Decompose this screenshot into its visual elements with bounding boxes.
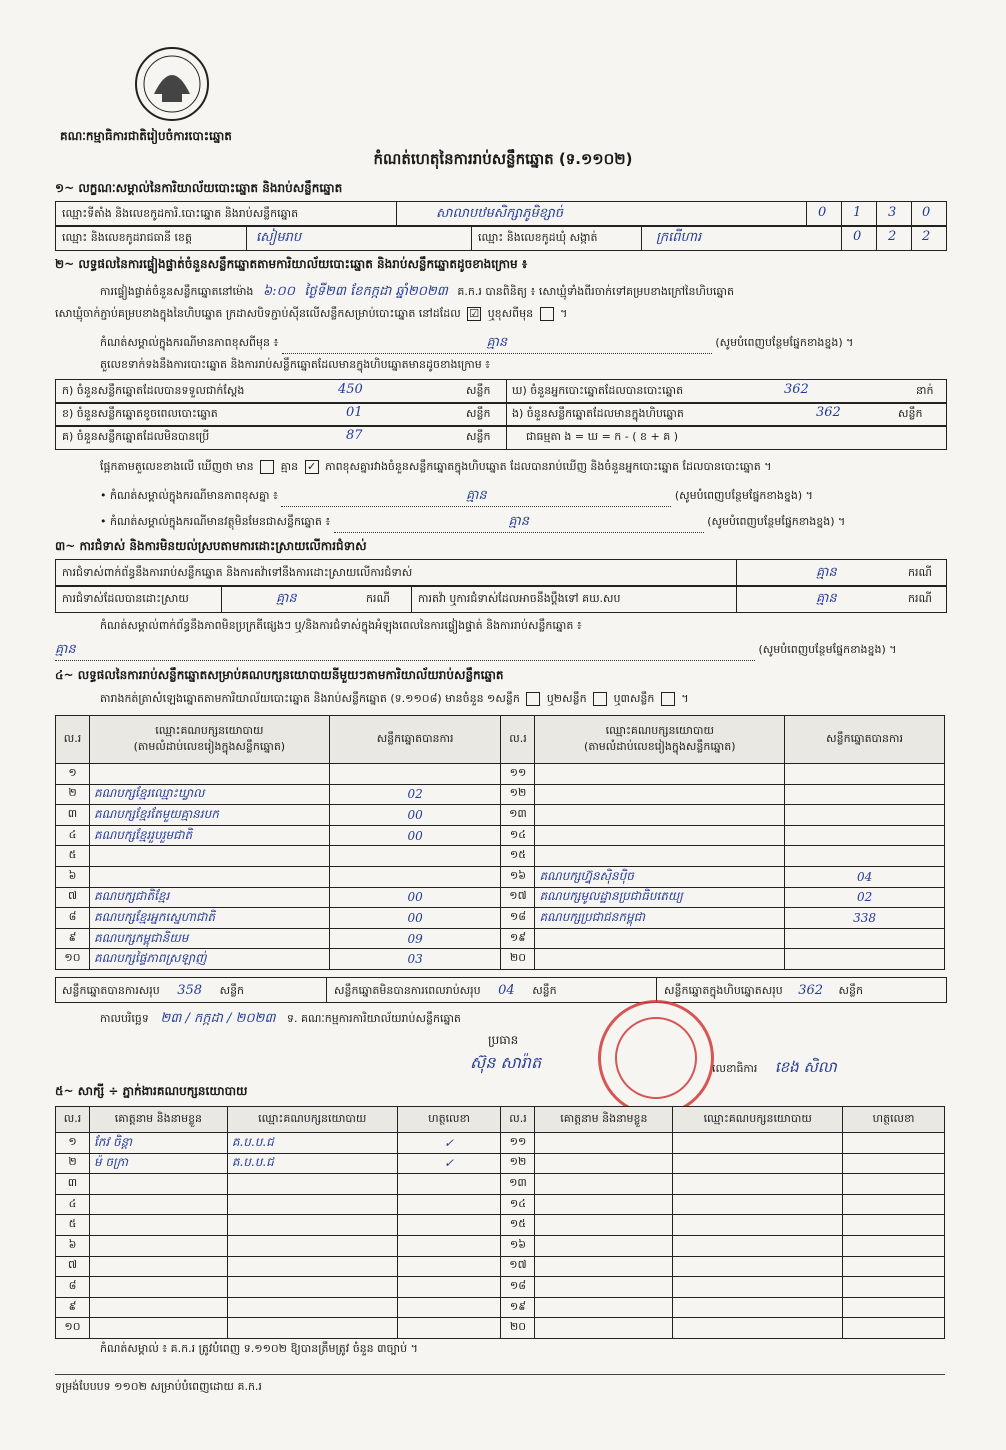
- table-row: [56, 1194, 945, 1215]
- row-no: ១៨: [501, 908, 535, 929]
- witness-party: [227, 1318, 397, 1339]
- commune-label: ឈ្មោះ និងលេខកូដឃុំ សង្កាត់: [478, 231, 598, 244]
- party-name: គណបក្សខ្មែរតែមួយគ្មានរបក: [89, 805, 329, 826]
- party-name: គណបក្សខ្មែរអ្នកស្នេហាជាតិ: [89, 908, 329, 929]
- witness-signature: [843, 1174, 945, 1195]
- witness-party: គ.ប.ប.ជ: [227, 1133, 397, 1154]
- secretary-line: លេខាធិការ ខេង សិលា: [712, 1058, 837, 1076]
- witness-signature: ✓: [397, 1153, 501, 1174]
- compare-line: ផ្អែកតាមតួលេខខាងលើ ឃើញថា មាន គ្មាន ✓ ភាពខុសគ្នារវាងចំនួនសន្លឹកឆ្នោតក្នុងហិបឆ្នោត ដែលបានរាប់ឃើញ និងចំនួនអ្នកបោះឆ្នោត ដែលបានបោះឆ្នោត ។: [100, 460, 772, 473]
- witness-name: [535, 1174, 673, 1195]
- witness-party: [227, 1297, 397, 1318]
- row-no: ៤: [56, 1194, 90, 1215]
- row-no: ១៤: [501, 825, 535, 846]
- location-code-4: 0: [922, 205, 931, 220]
- party-votes: 02: [329, 784, 501, 805]
- total-in-box: 362: [798, 983, 824, 998]
- commune-code-3: 2: [922, 229, 931, 244]
- table-row: [56, 1256, 945, 1277]
- party-name: [535, 949, 785, 970]
- resolved-count: គ្មាន: [276, 591, 297, 606]
- witness-signature: ✓: [397, 1133, 501, 1154]
- party-votes: [329, 846, 501, 867]
- party-name: គណបក្សមូលដ្ឋានប្រជាធិបតេយ្យ: [535, 887, 785, 908]
- party-name: [535, 784, 785, 805]
- party-name: គណបក្សខ្មែររួបរួមជាតិ: [89, 825, 329, 846]
- three-sheets-checkbox[interactable]: [661, 692, 675, 706]
- row-no: ១៦: [501, 866, 535, 887]
- row-no: ៥: [56, 846, 90, 867]
- form-title: កំណត់ហេតុនៃការរាប់សន្លឹកឆ្នោត (ទ.១១០២): [373, 150, 633, 168]
- table-row: [56, 1297, 945, 1318]
- party-votes: [785, 928, 945, 949]
- table-row: [56, 949, 945, 970]
- row-no: ១៧: [501, 887, 535, 908]
- row-no: ៦: [56, 1235, 90, 1256]
- witness-party: [673, 1215, 843, 1236]
- party-name: គណបក្សប្រជាជនកម្ពុជា: [535, 908, 785, 929]
- party-name: គណបក្សកម្ពុជានិយម: [89, 928, 329, 949]
- table-row: [56, 928, 945, 949]
- table-row: [56, 1133, 945, 1154]
- commune-value: ក្រពើហារ: [656, 230, 702, 245]
- figures-row-a: ក) ចំនួនសន្លឹកឆ្នោតដែលបានទទួលជាក់ស្តែង 450 សន្លឹក ឃ) ចំនួនអ្នកបោះឆ្នោតដែលបានបោះឆ្នោត 362 នាក់: [55, 379, 947, 404]
- witness-party: [673, 1194, 843, 1215]
- witness-signature: [843, 1215, 945, 1236]
- table-row: [56, 784, 945, 805]
- party-votes: [329, 866, 501, 887]
- witness-table: ល.រ គោត្តនាម និងនាមខ្លួន ឈ្មោះគណបក្សនយោបាយ ហត្ថលេខា ល.រ គោត្តនាម និងនាមខ្លួន ឈ្មោះគណបក្សនយោបាយ ហត្ថលេខា ១ កែវ ចិន្តា គ.ប.ប.ជ ✓ ១១ ២ ម៉ ចក្រា គ.ប.ប.ជ ✓ ១២ ៣ ១៣ ៤ ១៤ ៥ ១៥ ៦ ១៦ ៧ ១៧ ៨ ១៨ ៩ ១៩ ១០ ២០: [55, 1106, 945, 1339]
- party-votes: 03: [329, 949, 501, 970]
- location-code-3: 3: [888, 205, 897, 220]
- chair-label: ប្រធាន: [488, 1033, 519, 1047]
- secretary-signature: ខេង សិលា: [774, 1058, 837, 1076]
- witness-party: [673, 1133, 843, 1154]
- received-sheets: 450: [338, 382, 363, 397]
- party-name: គណបក្សខ្មែរឈ្មោះឃ្វាល: [89, 784, 329, 805]
- formula: ជាធម្មតា ង = ឃ = ក - ( ខ + គ ): [526, 430, 678, 443]
- party-name: [535, 764, 785, 785]
- section3-row1: ការជំទាស់ពាក់ព័ន្ធនឹងការរាប់សន្លឹកឆ្នោត និងការតវ៉ាទៅនឹងការដោះស្រាយលើការជំទាស់ គ្មាន ករណី: [55, 559, 947, 587]
- row-no: ៨: [56, 1277, 90, 1298]
- witness-name: [535, 1215, 673, 1236]
- row-no: ២០: [501, 1318, 535, 1339]
- results-table: [55, 715, 945, 970]
- table-row: [56, 1174, 945, 1195]
- section1-heading: ១~ លក្ខណៈសម្គាល់នៃការិយាល័យបោះឆ្នោត និងរាប់សន្លឹកឆ្នោត: [55, 181, 343, 195]
- section5-heading: ៥~ សាក្សី ÷ ភ្នាក់ងារគណបក្សនយោបាយ: [55, 1084, 248, 1098]
- one-sheet-checkbox[interactable]: [526, 692, 540, 706]
- row-no: ៦: [56, 866, 90, 887]
- bullet-foreign-objects: • កំណត់សម្គាល់ក្នុងករណីមានវត្ថុមិនមែនជាសន្លឹកឆ្នោត ៖ គ្មាន (សូមបំពេញបន្ថែមផ្នែកខាងខ្នង) ។: [100, 513, 845, 533]
- section3-note-line: គ្មាន (សូមបំពេញបន្ថែមផ្នែកខាងខ្នង) ។: [55, 641, 897, 661]
- row-no: ១៦: [501, 1235, 535, 1256]
- row-no: ១៥: [501, 1215, 535, 1236]
- section4-heading: ៤~ លទ្ធផលនៃការរាប់សន្លឹកឆ្នោតសម្រាប់គណបក្សនយោបាយនីមួយៗតាមការិយាល័យរាប់សន្លឹកឆ្នោត: [55, 668, 504, 682]
- row-no: ១: [56, 764, 90, 785]
- section4-intro: តារាងកត់ត្រាសំឡេងឆ្នោតតាមការិយាល័យបោះឆ្នោត និងរាប់សន្លឹកឆ្នោត (ទ.១១០៨) មានចំនួន ១សន្លឹក ឬ២សន្លឹក ឬ៣សន្លឹក ។: [100, 692, 689, 705]
- province-label: ឈ្មោះ និងលេខកូដរាជធានី ខេត្ត: [62, 231, 192, 244]
- commune-code-1: 0: [853, 229, 862, 244]
- row-no: ១៩: [501, 1297, 535, 1318]
- row-no: ១៨: [501, 1277, 535, 1298]
- table-row: [56, 866, 945, 887]
- witness-signature: [397, 1235, 501, 1256]
- party-name: គណបក្សផ្ទៃភាពស្រឡាញ់: [89, 949, 329, 970]
- witness-party: [673, 1153, 843, 1174]
- witness-name: [89, 1194, 227, 1215]
- chair-signature: ស៊ុន សារ៉ាត: [470, 1053, 542, 1072]
- row-no: ២: [56, 784, 90, 805]
- witness-name: [89, 1297, 227, 1318]
- witness-signature: [843, 1297, 945, 1318]
- witness-party: គ.ប.ប.ជ: [227, 1153, 397, 1174]
- figures-row-b: ខ) ចំនួនសន្លឹកឆ្នោតខូចពេលបោះឆ្នោត 01 សន្លឹក ង) ចំនួនសន្លឹកឆ្នោតដែលមានក្នុងហិបឆ្នោត 362 សន្លឹក: [55, 402, 947, 427]
- section1-row1: [55, 201, 947, 227]
- same-checkbox[interactable]: ☑: [467, 307, 481, 321]
- party-votes: 02: [785, 887, 945, 908]
- figures-row-c: គ) ចំនួនសន្លឹកឆ្នោតដែលមិនបានប្រើ 87 សន្លឹក ជាធម្មតា ង = ឃ = ក - ( ខ + គ ): [55, 425, 947, 450]
- row-no: ៥: [56, 1215, 90, 1236]
- row-no: ១១: [501, 1133, 535, 1154]
- row-no: ១០: [56, 949, 90, 970]
- section2-intro: តួលេខទាក់ទងនឹងការបោះឆ្នោត និងការរាប់សន្លឹកឆ្នោតដែលមានក្នុងហិបឆ្នោតមានដូចខាងក្រោម ៖: [100, 358, 491, 371]
- row-no: ១៧: [501, 1256, 535, 1277]
- witness-name: [89, 1256, 227, 1277]
- table-row: [56, 764, 945, 785]
- witness-party: [227, 1174, 397, 1195]
- row-no: ៣: [56, 1174, 90, 1195]
- spoiled-sheets: 01: [346, 405, 363, 420]
- row-no: ៧: [56, 1256, 90, 1277]
- row-no: ១: [56, 1133, 90, 1154]
- witness-name: ម៉ ចក្រា: [89, 1153, 227, 1174]
- row-no: ៧: [56, 887, 90, 908]
- location-label: ឈ្មោះទីតាំង និងលេខកូដការិ.បោះឆ្នោត និងរាប់សន្លឹកឆ្នោត: [62, 207, 299, 220]
- has-difference-checkbox[interactable]: [260, 460, 274, 474]
- party-votes: [329, 764, 501, 785]
- witness-signature: [397, 1297, 501, 1318]
- table-row: [56, 825, 945, 846]
- unused-sheets: 87: [346, 428, 363, 443]
- party-votes: 00: [329, 805, 501, 826]
- no-difference-checkbox[interactable]: ✓: [305, 460, 319, 474]
- witness-name: [89, 1174, 227, 1195]
- row-no: ៩: [56, 1297, 90, 1318]
- table-row: [56, 1215, 945, 1236]
- party-name: [535, 846, 785, 867]
- row-no: ៨: [56, 908, 90, 929]
- province-value: សៀមរាប: [256, 230, 302, 245]
- party-name: [535, 928, 785, 949]
- date-line: កាលបរិច្ឆេទ ២៣ / កក្កដា / ២០២៣ ទ. គណៈកម្មការការិយាល័យរាប់សន្លឹកឆ្នោត: [100, 1011, 461, 1026]
- witness-name: [535, 1256, 673, 1277]
- party-votes: 09: [329, 928, 501, 949]
- check-time: ៦:០០: [262, 284, 295, 299]
- appeal-count: គ្មាន: [816, 591, 837, 606]
- witness-signature: [397, 1318, 501, 1339]
- bullet-difference: • កំណត់សម្គាល់ក្នុងករណីមានភាពខុសគ្នា ៖ គ្មាន (សូមបំពេញបន្ថែមផ្នែកខាងខ្នង) ។: [100, 487, 813, 507]
- objection-count: គ្មាន: [816, 565, 837, 580]
- section2-heading: ២~ លទ្ធផលនៃការផ្ទៀងផ្ទាត់ចំនួនសន្លឹកឆ្នោតតាមការិយាល័យបោះឆ្នោត និងរាប់សន្លឹកឆ្នោតដូចខាងក្រោម ៖: [55, 257, 528, 271]
- table-row: [56, 1277, 945, 1298]
- party-votes: 00: [329, 887, 501, 908]
- row-no: ១០: [56, 1318, 90, 1339]
- emblem-logo: [132, 44, 212, 124]
- section2-para2: សោឃ្មុំចាក់ភ្ជាប់គម្របខាងក្នុងនៃហិបឆ្នោត ក្រដាសបិទភ្ជាប់ស៊ីនលើសន្លឹកសម្រាប់បោះឆ្នោត នៅដដែល ☑ ឬខុសពីមុន ។: [55, 307, 568, 320]
- results-header: ល.រ ឈ្មោះគណបក្សនយោបាយ (តាមលំដាប់លេខរៀងក្នុងសន្លឹកឆ្នោត) សន្លឹកឆ្នោតបានការ ល.រ ឈ្មោះគណបក្សនយោបាយ (តាមលំដាប់លេខរៀងក្នុងសន្លឹកឆ្នោត) សន្លឹកឆ្នោតបានការ: [56, 716, 945, 764]
- row-no: ១១: [501, 764, 535, 785]
- witness-signature: [397, 1194, 501, 1215]
- witness-party: [227, 1256, 397, 1277]
- commune-code-2: 2: [888, 229, 897, 244]
- official-seal: [598, 1000, 714, 1116]
- witness-party: [673, 1318, 843, 1339]
- witness-signature: [843, 1318, 945, 1339]
- check-date: ថ្ងៃទី២៣ ខែកក្កដា ឆ្នាំ២០២៣: [304, 284, 448, 299]
- witness-name: [535, 1277, 673, 1298]
- table-row: [56, 887, 945, 908]
- table-row: [56, 1153, 945, 1174]
- party-votes: 00: [329, 825, 501, 846]
- section2-para1: ការផ្ទៀងផ្ទាត់ចំនួនសន្លឹកឆ្នោតនៅម៉ោង ៦:០០ ថ្ងៃទី២៣ ខែកក្កដា ឆ្នាំ២០២៣ គ.ក.រ បានពិនិត្យ ៖ សោឃ្មុំទាំងពីរចាក់ទៅគម្របខាងក្រៅនៃហិបឆ្នោត: [100, 284, 734, 299]
- party-votes: 338: [785, 908, 945, 929]
- party-votes: [785, 825, 945, 846]
- witness-signature: [843, 1235, 945, 1256]
- results-totals: សន្លឹកឆ្នោតបានការសរុប 358 សន្លឹក សន្លឹកឆ្នោតមិនបានការពេលរាប់សរុប 04 សន្លឹក សន្លឹកឆ្នោតក្នុងហិបឆ្នោតសរុប 362 សន្លឹក: [55, 977, 947, 1003]
- witness-name: [89, 1277, 227, 1298]
- witness-signature: [397, 1277, 501, 1298]
- witness-party: [673, 1297, 843, 1318]
- witness-party: [673, 1174, 843, 1195]
- witness-name: [89, 1215, 227, 1236]
- witness-name: [535, 1318, 673, 1339]
- witness-name: កែវ ចិន្តា: [89, 1133, 227, 1154]
- witness-name: [535, 1133, 673, 1154]
- party-votes: [785, 846, 945, 867]
- section3-row2: ការជំទាស់ដែលបានដោះស្រាយ គ្មាន ករណី ការតវ៉ា ឬការជំទាស់ដែលអាចនឹងប្តឹងទៅ គឃ.សប គ្មាន ករណី: [55, 585, 947, 613]
- witness-signature: [843, 1133, 945, 1154]
- ballots-in-box: 362: [816, 405, 841, 420]
- note-value: គ្មាន: [282, 334, 712, 354]
- location-code-1: 0: [818, 205, 827, 220]
- two-sheets-checkbox[interactable]: [593, 692, 607, 706]
- table-row: [56, 1235, 945, 1256]
- witness-signature: [843, 1194, 945, 1215]
- row-no: ១៥: [501, 846, 535, 867]
- date-value: ២៣ / កក្កដា / ២០២៣: [160, 1011, 276, 1026]
- witness-party: [673, 1256, 843, 1277]
- party-votes: [785, 784, 945, 805]
- footer-form-note: ទម្រង់បែបបទ ១១០២ សម្រាប់បំពេញដោយ គ.ក.រ: [55, 1380, 262, 1393]
- witness-party: [673, 1277, 843, 1298]
- witness-signature: [843, 1277, 945, 1298]
- total-valid: 358: [177, 983, 203, 998]
- table-row: [56, 805, 945, 826]
- witness-name: [89, 1318, 227, 1339]
- party-name: គណបក្សជាតិខ្មែរ: [89, 887, 329, 908]
- location-code-2: 1: [853, 205, 862, 220]
- row-no: ២០: [501, 949, 535, 970]
- party-name: [535, 825, 785, 846]
- party-name: [89, 764, 329, 785]
- row-no: ៩: [56, 928, 90, 949]
- witness-name: [535, 1194, 673, 1215]
- witness-party: [673, 1235, 843, 1256]
- total-invalid: 04: [498, 983, 515, 998]
- row-no: ១៣: [501, 805, 535, 826]
- table-row: [56, 908, 945, 929]
- section3-note: កំណត់សម្គាល់ពាក់ព័ន្ធនឹងភាពមិនប្រក្រតីផ្សេងៗ ឬ/និងការជំទាស់ក្នុងអំឡុងពេលនៃការផ្ទៀងផ្ទាត់ និងការរាប់សន្លឹកឆ្នោត ៖: [100, 619, 582, 632]
- section1-row2: [55, 225, 947, 251]
- witness-party: [227, 1235, 397, 1256]
- witness-name: [535, 1297, 673, 1318]
- witness-party: [227, 1215, 397, 1236]
- witness-name: [535, 1235, 673, 1256]
- party-name: គណបក្សហ្វ៊ុនស៊ិនប៉ិច: [535, 866, 785, 887]
- party-votes: [785, 764, 945, 785]
- different-checkbox[interactable]: [540, 307, 554, 321]
- witness-signature: [397, 1174, 501, 1195]
- row-no: ២: [56, 1153, 90, 1174]
- org-name: គណៈកម្មាធិការជាតិរៀបចំការបោះឆ្នោត: [60, 129, 232, 143]
- witness-party: [227, 1277, 397, 1298]
- witness-signature: [843, 1153, 945, 1174]
- party-votes: [785, 949, 945, 970]
- witness-signature: [397, 1256, 501, 1277]
- section2-note: កំណត់សម្គាល់ក្នុងករណីមានភាពខុសពីមុន ៖ គ្មាន (សូមបំពេញបន្ថែមផ្នែកខាងខ្នង) ។: [100, 334, 945, 354]
- section5-footnote: កំណត់សម្គាល់ ៖ គ.ក.រ ត្រូវបំពេញ ទ.១១០២ ឱ្យបានត្រឹមត្រូវ ចំនួន ៣ច្បាប់ ។: [100, 1342, 418, 1355]
- witness-signature: [843, 1256, 945, 1277]
- row-no: ១៩: [501, 928, 535, 949]
- witness-party: [227, 1194, 397, 1215]
- row-no: ១៤: [501, 1194, 535, 1215]
- location-value: សាលាបឋមសិក្សាភូមិខ្សាច់: [436, 206, 564, 221]
- table-row: [56, 1318, 945, 1339]
- party-votes: 00: [329, 908, 501, 929]
- witness-name: [89, 1235, 227, 1256]
- party-name: [89, 866, 329, 887]
- row-no: ៤: [56, 825, 90, 846]
- row-no: ១៣: [501, 1174, 535, 1195]
- party-name: [89, 846, 329, 867]
- voters-count: 362: [784, 382, 809, 397]
- section3-heading: ៣~ ការជំទាស់ និងការមិនយល់ស្របតាមការដោះស្រាយលើការជំទាស់: [55, 539, 367, 553]
- party-votes: 04: [785, 866, 945, 887]
- witness-name: [535, 1153, 673, 1174]
- row-no: ១២: [501, 784, 535, 805]
- row-no: ៣: [56, 805, 90, 826]
- row-no: ១២: [501, 1153, 535, 1174]
- witness-signature: [397, 1215, 501, 1236]
- party-votes: [785, 805, 945, 826]
- table-row: [56, 846, 945, 867]
- party-name: [535, 805, 785, 826]
